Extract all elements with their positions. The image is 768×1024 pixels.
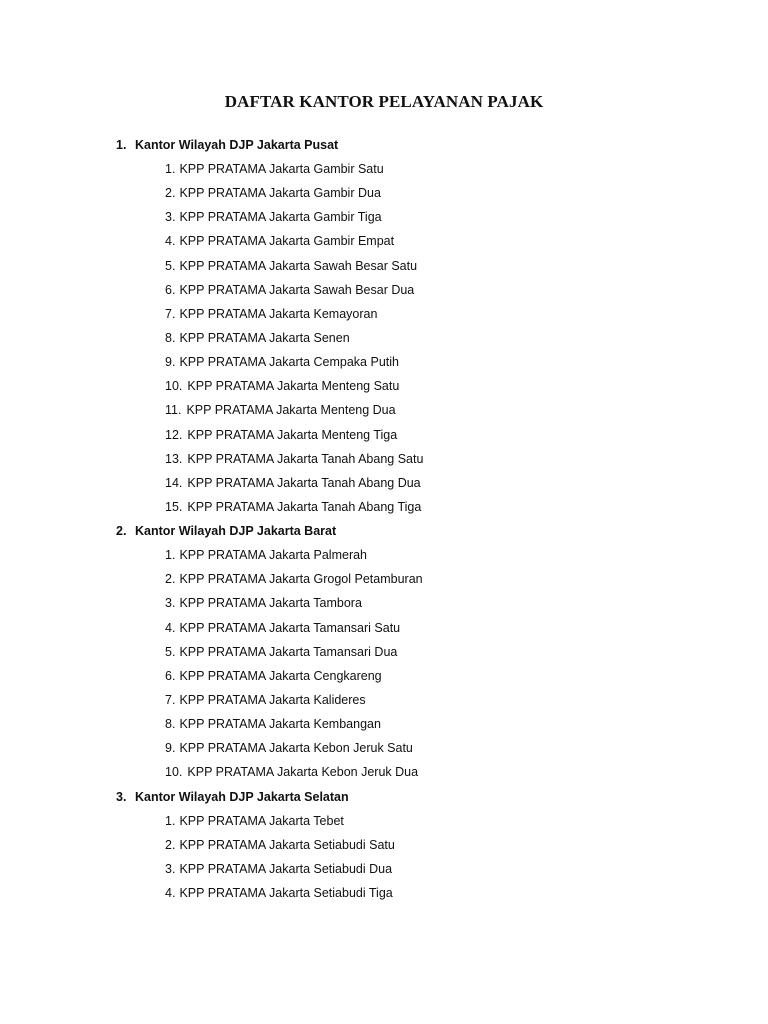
list-item (116, 305, 728, 329)
page-title: DAFTAR KANTOR PELAYANAN PAJAK (224, 92, 544, 111)
list-item (116, 281, 728, 305)
list-item (116, 546, 728, 570)
list-item (116, 812, 728, 836)
office-name: KPP PRATAMA Jakarta Tanah Abang Satu (187, 451, 424, 466)
list-item (116, 160, 728, 184)
office-number: 13. (165, 451, 183, 466)
list-item (116, 763, 728, 787)
office-number: 14. (165, 475, 183, 490)
office-number: 12. (165, 427, 183, 442)
office-number: 10. (165, 765, 183, 780)
region-name: Kantor Wilayah DJP Jakarta Selatan (135, 789, 349, 804)
office-number: 4. (165, 885, 176, 900)
region-name: Kantor Wilayah DJP Jakarta Pusat (135, 138, 339, 152)
office-name: KPP PRATAMA Jakarta Kemayoran (179, 306, 378, 321)
office-number: 4. (165, 620, 176, 635)
region-section (116, 522, 728, 787)
office-number: 9. (165, 355, 176, 370)
office-name: KPP PRATAMA Jakarta Tebet (179, 813, 344, 828)
office-number: 1. (165, 162, 176, 176)
office-name: KPP PRATAMA Jakarta Kalideres (179, 692, 366, 707)
office-name: KPP PRATAMA Jakarta Tamansari Satu (179, 620, 401, 635)
list-item (116, 426, 728, 450)
list-item (116, 619, 728, 643)
office-number: 3. (165, 861, 176, 876)
list-item (116, 232, 728, 256)
region-number: 3. (116, 789, 127, 804)
office-name: KPP PRATAMA Jakarta Setiabudi Satu (179, 837, 395, 852)
list-item (116, 836, 728, 860)
list-item (116, 208, 728, 232)
office-name: KPP PRATAMA Jakarta Kebon Jeruk Satu (179, 741, 413, 756)
office-name: KPP PRATAMA Jakarta Gambir Tiga (179, 210, 382, 225)
office-name: KPP PRATAMA Jakarta Sawah Besar Satu (179, 258, 418, 273)
list-item (116, 691, 728, 715)
office-name: KPP PRATAMA Jakarta Menteng Dua (186, 403, 396, 418)
office-number: 9. (165, 741, 176, 756)
office-name: KPP PRATAMA Jakarta Senen (179, 330, 350, 345)
list-item (116, 184, 728, 208)
region-name: Kantor Wilayah DJP Jakarta Barat (135, 524, 337, 539)
list-item (116, 401, 728, 425)
list-item (116, 739, 728, 763)
office-number: 1. (165, 813, 176, 828)
office-name: KPP PRATAMA Jakarta Setiabudi Tiga (179, 885, 393, 900)
office-name: KPP PRATAMA Jakarta Gambir Satu (179, 162, 384, 176)
office-name: KPP PRATAMA Jakarta Tambora (179, 596, 362, 611)
region-section (116, 788, 728, 909)
office-name: KPP PRATAMA Jakarta Tanah Abang Tiga (187, 499, 422, 514)
region-heading (116, 788, 728, 812)
office-number: 15. (165, 499, 183, 514)
list-item (116, 474, 728, 498)
office-number: 4. (165, 234, 176, 249)
office-number: 2. (165, 837, 176, 852)
office-name: KPP PRATAMA Jakarta Gambir Empat (179, 234, 395, 249)
list-item (116, 715, 728, 739)
office-name: KPP PRATAMA Jakarta Cempaka Putih (179, 355, 399, 370)
list-item (116, 450, 728, 474)
office-number: 10. (165, 379, 183, 394)
list-item (116, 329, 728, 353)
office-number: 2. (165, 186, 176, 201)
office-number: 6. (165, 668, 176, 683)
office-name: KPP PRATAMA Jakarta Cengkareng (179, 668, 382, 683)
list-item (116, 570, 728, 594)
office-name: KPP PRATAMA Jakarta Kebon Jeruk Dua (187, 765, 419, 780)
office-name: KPP PRATAMA Jakarta Menteng Satu (187, 379, 400, 394)
list-item (116, 353, 728, 377)
office-number: 1. (165, 548, 176, 563)
office-number: 3. (165, 210, 176, 225)
office-number: 5. (165, 644, 176, 659)
office-number: 2. (165, 572, 176, 587)
region-heading (116, 136, 728, 160)
region-number: 1. (116, 138, 127, 152)
office-number: 8. (165, 330, 176, 345)
office-number: 3. (165, 596, 176, 611)
office-name: KPP PRATAMA Jakarta Menteng Tiga (187, 427, 398, 442)
office-name: KPP PRATAMA Jakarta Palmerah (179, 548, 368, 563)
list-item (116, 594, 728, 618)
office-name: KPP PRATAMA Jakarta Setiabudi Dua (179, 861, 393, 876)
list-item (116, 860, 728, 884)
list-item (116, 667, 728, 691)
office-name: KPP PRATAMA Jakarta Kembangan (179, 717, 381, 732)
list-item (116, 884, 728, 908)
office-number: 8. (165, 717, 176, 732)
office-number: 6. (165, 282, 176, 297)
region-section (116, 136, 728, 522)
list-item (116, 498, 728, 522)
office-number: 7. (165, 692, 176, 707)
office-number: 5. (165, 258, 176, 273)
region-number: 2. (116, 524, 127, 539)
office-name: KPP PRATAMA Jakarta Sawah Besar Dua (179, 282, 415, 297)
list-item (116, 643, 728, 667)
list-item (116, 377, 728, 401)
region-heading (116, 522, 728, 546)
office-name: KPP PRATAMA Jakarta Tamansari Dua (179, 644, 398, 659)
office-name: KPP PRATAMA Jakarta Gambir Dua (179, 186, 381, 201)
office-list (116, 136, 728, 908)
list-item (116, 257, 728, 281)
office-name: KPP PRATAMA Jakarta Grogol Petamburan (179, 572, 423, 587)
office-name: KPP PRATAMA Jakarta Tanah Abang Dua (187, 475, 421, 490)
office-number: 11. (165, 403, 182, 418)
office-number: 7. (165, 306, 176, 321)
